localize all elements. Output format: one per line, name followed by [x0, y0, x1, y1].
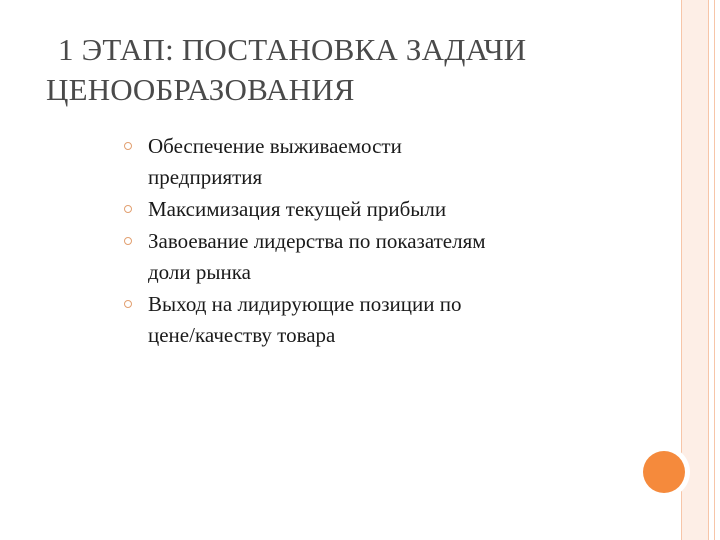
bullet-item: [120, 131, 640, 193]
bullet-item: [120, 289, 640, 351]
bullet-text-line-1: Завоевание лидерства по показателям: [148, 229, 486, 253]
bullet-circle-icon: [124, 300, 132, 308]
bullet-item: [120, 226, 640, 288]
bullet-circle-icon: [124, 142, 132, 150]
decorative-side-line: [714, 0, 715, 540]
decorative-orange-circle: [643, 451, 685, 493]
bullet-text-line-2: предприятия: [148, 165, 263, 189]
slide-title-line-2: ЦЕНООБРАЗОВАНИЯ: [46, 72, 355, 107]
bullet-circle-icon: [124, 237, 132, 245]
bullet-text-line-1: Максимизация текущей прибыли: [148, 197, 447, 221]
bullet-text-line-1: Обеспечение выживаемости: [148, 134, 402, 158]
slide-title: [46, 30, 666, 110]
bullet-list: [120, 131, 640, 352]
bullet-circle-icon: [124, 205, 132, 213]
bullet-text-line-2: цене/качеству товара: [148, 323, 336, 347]
bullet-text-line-2: доли рынка: [148, 260, 251, 284]
bullet-text-line-1: Выход на лидирующие позиции по: [148, 292, 462, 316]
slide-title-line-1: 1 ЭТАП: ПОСТАНОВКА ЗАДАЧИ: [58, 32, 527, 67]
bullet-item: [120, 194, 640, 225]
